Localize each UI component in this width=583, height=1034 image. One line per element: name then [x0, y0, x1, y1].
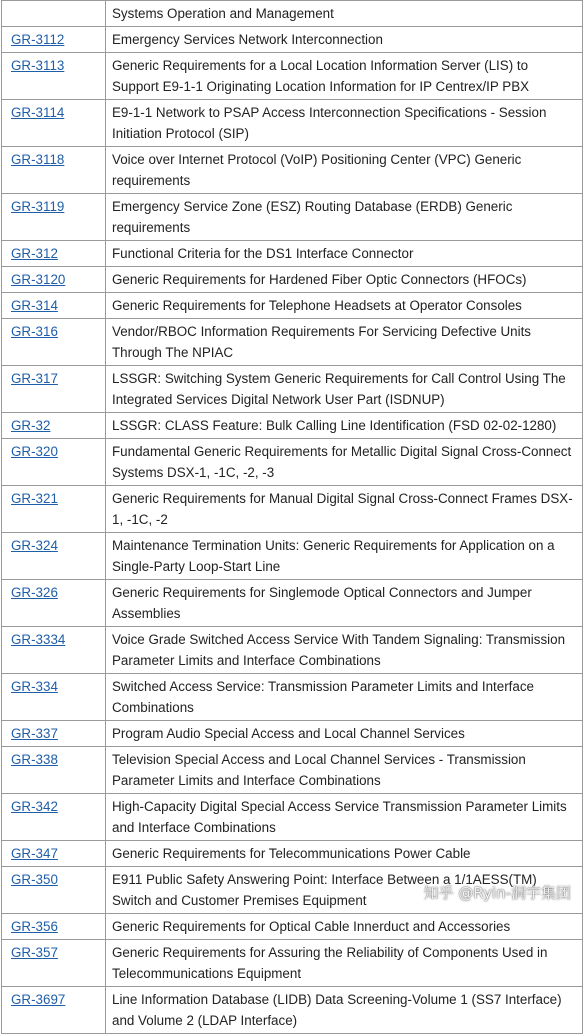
standard-description: Line Information Database (LIDB) Data Screening-Volume 1 (SS7 Interface) and Volume 2 (LDAP Interface) [106, 987, 583, 1034]
table-row [2, 987, 583, 1034]
standard-code-link[interactable]: GR-350 [11, 872, 58, 887]
standard-code-cell [2, 580, 106, 627]
standard-code-link[interactable]: GR-320 [11, 444, 58, 459]
standard-code-cell [2, 147, 106, 194]
table-row [2, 293, 583, 319]
table-row [2, 1, 583, 27]
standard-code-link[interactable]: GR-324 [11, 538, 58, 553]
standard-description: Voice over Internet Protocol (VoIP) Positioning Center (VPC) Generic requirements [106, 147, 583, 194]
standard-code-cell [2, 439, 106, 486]
table-body [2, 1, 583, 1034]
standard-code-link[interactable]: GR-356 [11, 919, 58, 934]
standard-code-cell [2, 100, 106, 147]
table-row [2, 841, 583, 867]
standard-code-link[interactable]: GR-334 [11, 679, 58, 694]
standard-code-cell [2, 987, 106, 1034]
standard-code-cell [2, 53, 106, 100]
table-row [2, 794, 583, 841]
table-row [2, 721, 583, 747]
standard-description: Emergency Service Zone (ESZ) Routing Database (ERDB) Generic requirements [106, 194, 583, 241]
watermark: 知乎 @Ryin-洞宇集团 [423, 884, 571, 902]
standards-table [1, 0, 583, 1034]
standard-code-link[interactable]: GR-321 [11, 491, 58, 506]
table-row [2, 267, 583, 293]
table-row [2, 241, 583, 267]
standard-description: Generic Requirements for Singlemode Optical Connectors and Jumper Assemblies [106, 580, 583, 627]
standard-code-cell [2, 486, 106, 533]
standard-description: Switched Access Service: Transmission Parameter Limits and Interface Combinations [106, 674, 583, 721]
table-row [2, 486, 583, 533]
standard-description: Television Special Access and Local Channel Services - Transmission Parameter Limits and Interface Combinations [106, 747, 583, 794]
table-row [2, 147, 583, 194]
standard-code-link[interactable]: GR-317 [11, 371, 58, 386]
table-row [2, 674, 583, 721]
standard-code-cell [2, 1, 106, 27]
table-row [2, 627, 583, 674]
standard-code-cell [2, 940, 106, 987]
standard-code-cell [2, 674, 106, 721]
standard-description: LSSGR: Switching System Generic Requirements for Call Control Using The Integrated Services Digital Network User Part (ISDNUP) [106, 366, 583, 413]
standard-description: E911 Public Safety Answering Point: Interface Between a 1/1AESS(TM) Switch and Customer Premises Equipment [106, 867, 583, 914]
table-row [2, 413, 583, 439]
table-row [2, 940, 583, 987]
standard-code-cell [2, 267, 106, 293]
standard-description: Generic Requirements for Telecommunications Power Cable [106, 841, 583, 867]
standard-code-link[interactable]: GR-3120 [11, 272, 66, 287]
standard-code-link[interactable]: GR-326 [11, 585, 58, 600]
standard-code-link[interactable]: GR-314 [11, 298, 58, 313]
standard-description: High-Capacity Digital Special Access Service Transmission Parameter Limits and Interface Combinations [106, 794, 583, 841]
table-row [2, 747, 583, 794]
standard-code-link[interactable]: GR-337 [11, 726, 58, 741]
standard-description: Fundamental Generic Requirements for Metallic Digital Signal Cross-Connect Systems DSX-1, -1C, -2, -3 [106, 439, 583, 486]
standard-description: Generic Requirements for a Local Location Information Server (LIS) to Support E9-1-1 Originating Location Information for IP Centrex/IP PBX [106, 53, 583, 100]
standard-code-link[interactable]: GR-357 [11, 945, 58, 960]
standard-code-cell [2, 366, 106, 413]
standard-description: E9-1-1 Network to PSAP Access Interconnection Specifications - Session Initiation Protocol (SIP) [106, 100, 583, 147]
standard-code-link[interactable]: GR-3334 [11, 632, 66, 647]
table-row [2, 366, 583, 413]
standard-description: Program Audio Special Access and Local Channel Services [106, 721, 583, 747]
standard-code-link[interactable]: GR-32 [11, 418, 51, 433]
standard-description: Generic Requirements for Telephone Headsets at Operator Consoles [106, 293, 583, 319]
standard-description: Functional Criteria for the DS1 Interface Connector [106, 241, 583, 267]
standard-code-link[interactable]: GR-3697 [11, 992, 66, 1007]
table-row [2, 53, 583, 100]
standard-code-cell [2, 194, 106, 241]
standard-description: Emergency Services Network Interconnection [106, 27, 583, 53]
table-row [2, 439, 583, 486]
standard-code-link[interactable]: GR-338 [11, 752, 58, 767]
standard-description: LSSGR: CLASS Feature: Bulk Calling Line Identification (FSD 02-02-1280) [106, 413, 583, 439]
standard-code-cell [2, 413, 106, 439]
standard-code-cell [2, 867, 106, 914]
standard-code-cell [2, 319, 106, 366]
standard-code-link[interactable]: GR-3112 [11, 32, 65, 47]
standard-code-cell [2, 627, 106, 674]
standard-code-cell [2, 841, 106, 867]
standard-code-cell [2, 533, 106, 580]
standard-code-link[interactable]: GR-312 [11, 246, 58, 261]
standard-description: Voice Grade Switched Access Service With Tandem Signaling: Transmission Parameter Limits and Interface Combinations [106, 627, 583, 674]
table-row [2, 914, 583, 940]
standard-code-link[interactable]: GR-3119 [11, 199, 65, 214]
standard-code-cell [2, 914, 106, 940]
standard-code-cell [2, 241, 106, 267]
table-row [2, 27, 583, 53]
standard-code-link[interactable]: GR-316 [11, 324, 58, 339]
standard-code-cell [2, 721, 106, 747]
standard-code-cell [2, 293, 106, 319]
standard-code-link[interactable]: GR-342 [11, 799, 58, 814]
standard-code-link[interactable]: GR-3114 [11, 105, 65, 120]
standard-code-cell [2, 747, 106, 794]
table-row [2, 194, 583, 241]
standard-description: Generic Requirements for Optical Cable Innerduct and Accessories [106, 914, 583, 940]
table-row [2, 533, 583, 580]
standard-description: Generic Requirements for Hardened Fiber Optic Connectors (HFOCs) [106, 267, 583, 293]
standard-description: Generic Requirements for Manual Digital Signal Cross-Connect Frames DSX-1, -1C, -2 [106, 486, 583, 533]
standard-code-link[interactable]: GR-347 [11, 846, 58, 861]
table-row [2, 319, 583, 366]
standard-code-link[interactable]: GR-3118 [11, 152, 65, 167]
table-row [2, 580, 583, 627]
standard-code-cell [2, 27, 106, 53]
standard-description: Vendor/RBOC Information Requirements For Servicing Defective Units Through The NPIAC [106, 319, 583, 366]
standard-code-link[interactable]: GR-3113 [11, 58, 65, 73]
standard-description: Systems Operation and Management [106, 1, 583, 27]
table-row [2, 100, 583, 147]
standard-description: Maintenance Termination Units: Generic Requirements for Application on a Single-Party Loop-Start Line [106, 533, 583, 580]
standard-code-cell [2, 794, 106, 841]
standard-description: Generic Requirements for Assuring the Reliability of Components Used in Telecommunications Equipment [106, 940, 583, 987]
